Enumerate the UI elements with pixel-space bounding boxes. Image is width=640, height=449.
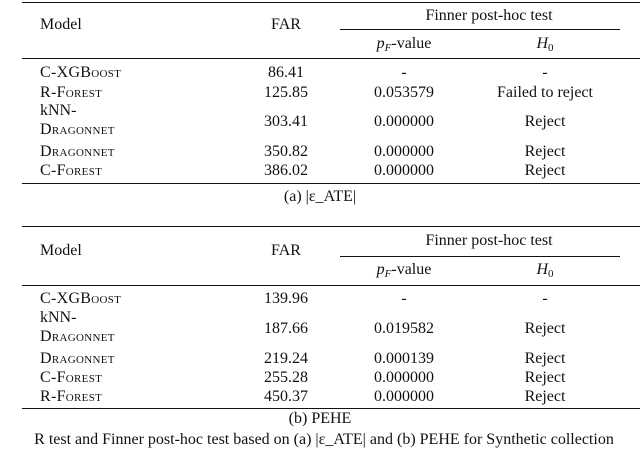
header-partial-rule: [340, 256, 620, 257]
row-far: 187.66: [264, 320, 308, 337]
table-a: [22, 0, 640, 190]
row-pvalue: 0.000000: [374, 369, 434, 386]
row-far: 125.85: [264, 84, 308, 101]
row-model: C-Forest: [40, 369, 103, 386]
subcaption-a: (a) |ε_ATE|: [283, 188, 357, 205]
row-model: Dragonnet: [40, 350, 115, 367]
header-partial-rule: [340, 29, 620, 30]
row-model: C-XGBoost: [40, 290, 122, 307]
top-rule: [22, 226, 640, 227]
header-rule: [22, 58, 640, 59]
row-model: Dragonnet: [40, 143, 115, 160]
row-model-line1: kNN-: [40, 309, 77, 326]
row-h0: Reject: [524, 113, 566, 130]
row-pvalue: 0.000000: [374, 143, 434, 160]
row-h0: Reject: [524, 143, 566, 160]
row-far: 303.41: [264, 113, 308, 130]
header-posthoc: Finner post-hoc test: [425, 7, 553, 24]
header-rule: [22, 285, 640, 286]
row-model-line2: Dragonnet: [40, 121, 115, 138]
header-far: FAR: [271, 16, 301, 33]
row-h0: -: [542, 64, 548, 81]
row-far: 386.02: [264, 162, 308, 179]
table-b: [22, 224, 640, 414]
row-pvalue: 0.053579: [374, 84, 434, 101]
header-pvalue: $p_F$-value: [376, 261, 432, 280]
row-far: 255.28: [264, 369, 308, 386]
row-model: R-Forest: [40, 84, 103, 101]
row-pvalue: -: [401, 64, 407, 81]
row-far: 86.41: [268, 64, 304, 81]
row-pvalue: 0.000000: [374, 162, 434, 179]
header-model: Model: [40, 242, 82, 259]
row-pvalue: 0.000139: [374, 350, 434, 367]
bottom-rule: [22, 183, 640, 184]
row-far: 450.37: [264, 388, 308, 405]
row-pvalue: -: [401, 290, 407, 307]
row-model: R-Forest: [40, 388, 103, 405]
row-h0: Failed to reject: [497, 84, 593, 101]
header-far: FAR: [271, 242, 301, 259]
header-h0: $H_0$: [536, 35, 554, 54]
header-pvalue: $p_F$-value: [376, 35, 432, 54]
header-posthoc: Finner post-hoc test: [425, 232, 553, 249]
row-far: 219.24: [264, 350, 308, 367]
row-model: C-XGBoost: [40, 64, 122, 81]
figure-caption: R test and Finner post-hoc test based on (a) |ε_ATE| and (b) PEHE for Synthetic collection: [34, 431, 614, 448]
row-h0: Reject: [524, 388, 566, 405]
row-h0: Reject: [524, 320, 566, 337]
row-h0: Reject: [524, 369, 566, 386]
row-pvalue: 0.000000: [374, 113, 434, 130]
row-model: C-Forest: [40, 162, 103, 179]
header-h0: $H_0$: [536, 261, 554, 280]
row-h0: Reject: [524, 350, 566, 367]
row-pvalue: 0.000000: [374, 388, 434, 405]
row-far: 139.96: [264, 290, 308, 307]
row-model-line1: kNN-: [40, 102, 77, 119]
row-pvalue: 0.019582: [374, 320, 434, 337]
header-model: Model: [40, 16, 82, 33]
top-rule: [22, 2, 640, 3]
row-model-line2: Dragonnet: [40, 328, 115, 345]
row-far: 350.82: [264, 143, 308, 160]
row-h0: -: [542, 290, 548, 307]
row-h0: Reject: [524, 162, 566, 179]
subcaption-b: (b) PEHE: [288, 410, 352, 427]
